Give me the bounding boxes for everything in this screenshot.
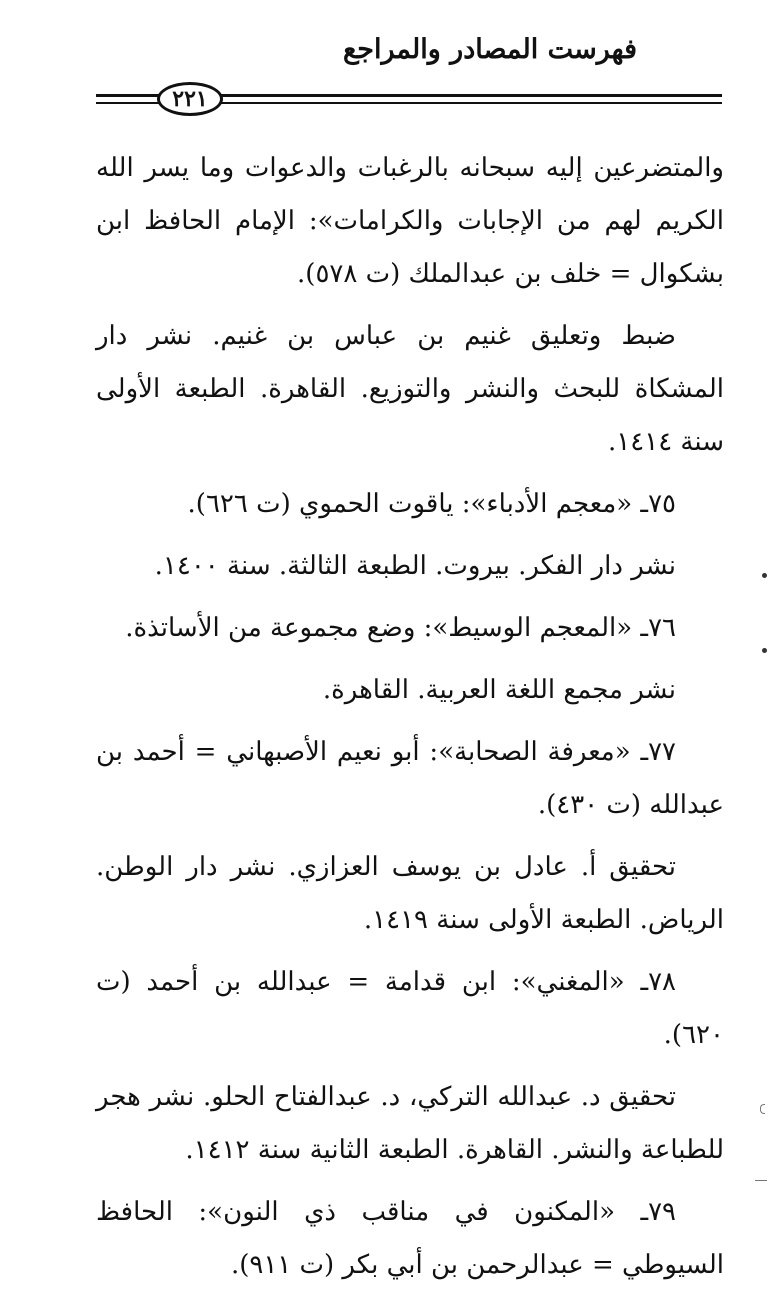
bibliography-entry-78: ٧٨ـ «المغني»: ابن قدامة = عبدالله بن أحمد (ت ٦٢٠). [96, 967, 724, 1050]
running-header-title: فهرست المصادر والمراجع [342, 34, 637, 65]
publication-note-76: نشر مجمع اللغة العربية. القاهرة. [322, 675, 676, 705]
bibliography-entry-79: ٧٩ـ «المكنون في مناقب ذي النون»: الحافظ السيوطي = عبدالرحمن بن أبي بكر (ت ٩١١). [96, 1197, 724, 1280]
scan-speck [762, 648, 767, 653]
bibliography-entry-75: ٧٥ـ «معجم الأدباء»: ياقوت الحموي (ت ٦٢٦). [187, 489, 676, 519]
header-rule [96, 79, 722, 121]
page-body [96, 142, 724, 1301]
scan-speck [762, 573, 767, 578]
bibliography-entry-77: ٧٧ـ «معرفة الصحابة»: أبو نعيم الأصبهاني = أحمد بن عبدالله (ت ٤٣٠). [96, 737, 724, 820]
publication-note-77: تحقيق أ. عادل بن يوسف العزازي. نشر دار الوطن. الرياض. الطبعة الأولى سنة ١٤١٩. [96, 852, 724, 935]
page-number: ٢٢١ [157, 82, 223, 116]
paragraph-1: والمتضرعين إليه سبحانه بالرغبات والدعوات وما يسر الله الكريم لهم من الإجابات والكرامات»: الإمام الحافظ ابن بشكوال = خلف بن عبدالملك (ت ٥٧٨). [96, 153, 724, 289]
bibliography-entry-76: ٧٦ـ «المعجم الوسيط»: وضع مجموعة من الأساتذة. [125, 613, 676, 643]
scan-mark [760, 1104, 765, 1114]
scan-mark [755, 1180, 767, 1181]
publication-note-78: تحقيق د. عبدالله التركي، د. عبدالفتاح الحلو. نشر هجر للطباعة والنشر. القاهرة. الطبعة الثانية سنة ١٤١٢. [96, 1082, 724, 1165]
paragraph-2: ضبط وتعليق غنيم بن عباس بن غنيم. نشر دار المشكاة للبحث والنشر والتوزيع. القاهرة. الطبعة الأولى سنة ١٤١٤. [96, 321, 724, 457]
publication-note-75: نشر دار الفكر. بيروت. الطبعة الثالثة. سنة ١٤٠٠. [154, 551, 676, 581]
